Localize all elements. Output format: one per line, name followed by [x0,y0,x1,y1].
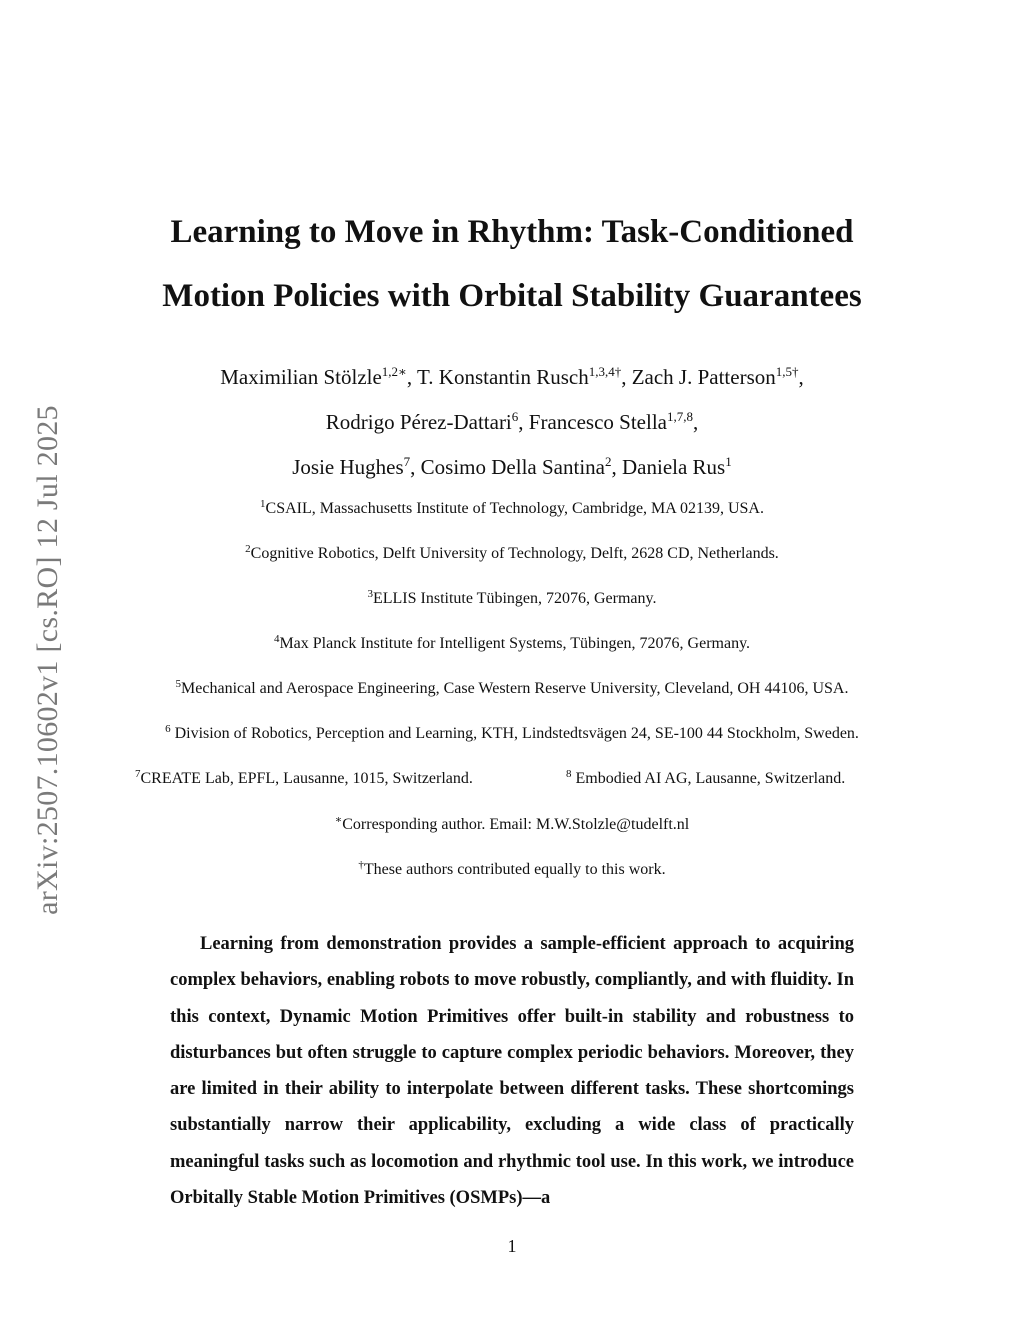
author-name: Rodrigo Pérez-Dattari [325,410,512,434]
author-line-3: Josie Hughes$^7$, Cosimo Della Santina$^2$, Daniela Rus$^1$ [292,454,732,479]
author-affil-sup: 1 [725,454,732,469]
equal-contribution-note: †These authors contributed equally to this work. [358,859,666,878]
page-number: 1 [507,1236,517,1256]
affiliation-6: $^6$ Division of Robotics, Perception and Learning, KTH, Lindstedtsvägen 24, SE-100 44 Stockholm, Sweden. [165,723,859,742]
title-line-2: Motion Policies with Orbital Stability Guarantees [162,278,862,314]
affiliation-1: $^1$CSAIL, Massachusetts Institute of Technology, Cambridge, MA 02139, USA. [260,498,764,517]
author-name: Francesco Stella [528,410,667,434]
author-name: Josie Hughes [292,455,404,479]
paper-title [0,200,1024,328]
author-affil-sup: 1,7,8 [666,409,693,424]
author-affil-sup: 1,3,4† [588,364,622,379]
author-affil-sup: 2 [605,454,612,469]
author-name: T. Konstantin Rusch [417,365,589,389]
affiliation-5: $^5$Mechanical and Aerospace Engineering, Case Western Reserve University, Cleveland, OH 44106, USA. [175,678,849,697]
affiliation-7: $^7$CREATE Lab, EPFL, Lausanne, 1015, Switzerland. [135,768,473,787]
author-line-1: Maximilian Stölzle$^{1,2∗}$, T. Konstantin Rusch$^{1,3,4\dagger}$, Zach J. Patterson$^{1,5\dagger}$, [220,364,804,389]
author-line-2: Rodrigo Pérez-Dattari$^6$, Francesco Stella$^{1,7,8}$, [325,409,699,434]
author-affil-sup: 1,5† [775,364,799,379]
affiliation-4: $^4$Max Planck Institute for Intelligent Systems, Tübingen, 72076, Germany. [273,633,751,652]
abstract-text: Learning from demonstration provides a sample-efficient approach to acquiring complex behaviors, enabling robots to move robustly, compliantly, and with fluidity. In this context, Dynamic Motion Primitives offer built-in stability and robustness to disturbances but often struggle to capture complex periodic behaviors. Moreover, they are limited in their ability to interpolate between different tasks. These shortcomings substantially narrow their applicability, excluding a wide class of practically meaningful tasks such as locomotion and rhythmic tool use. In this work, we introduce Orbitally Stable Motion Primitives (OSMPs)—a [170,934,854,1209]
author-affil-sup: 1,2∗ [381,364,407,379]
affiliation-3: $^3$ELLIS Institute Tübingen, 72076, Germany. [367,588,657,607]
title-line-1: Learning to Move in Rhythm: Task-Conditioned [170,214,854,250]
author-name: Cosimo Della Santina [420,455,605,479]
affiliation-2: $^2$Cognitive Robotics, Delft University of Technology, Delft, 2628 CD, Netherlands. [245,543,779,562]
author-name: Zach J. Patterson [631,365,776,389]
author-name: Daniela Rus [622,455,726,479]
author-affil-sup: 6 [511,409,519,424]
author-affil-sup: 7 [403,454,411,469]
author-name: Maximilian Stölzle [220,365,382,389]
affiliation-8: $^8$ Embodied AI AG, Lausanne, Switzerland. [566,768,846,787]
author-list [0,355,1024,490]
arxiv-identifier: arXiv:2507.10602v1 [cs.RO] 12 Jul 2025 [31,405,64,915]
corresponding-author-note: ∗Corresponding author. Email: M.W.Stolzle@tudelft.nl [334,814,690,833]
